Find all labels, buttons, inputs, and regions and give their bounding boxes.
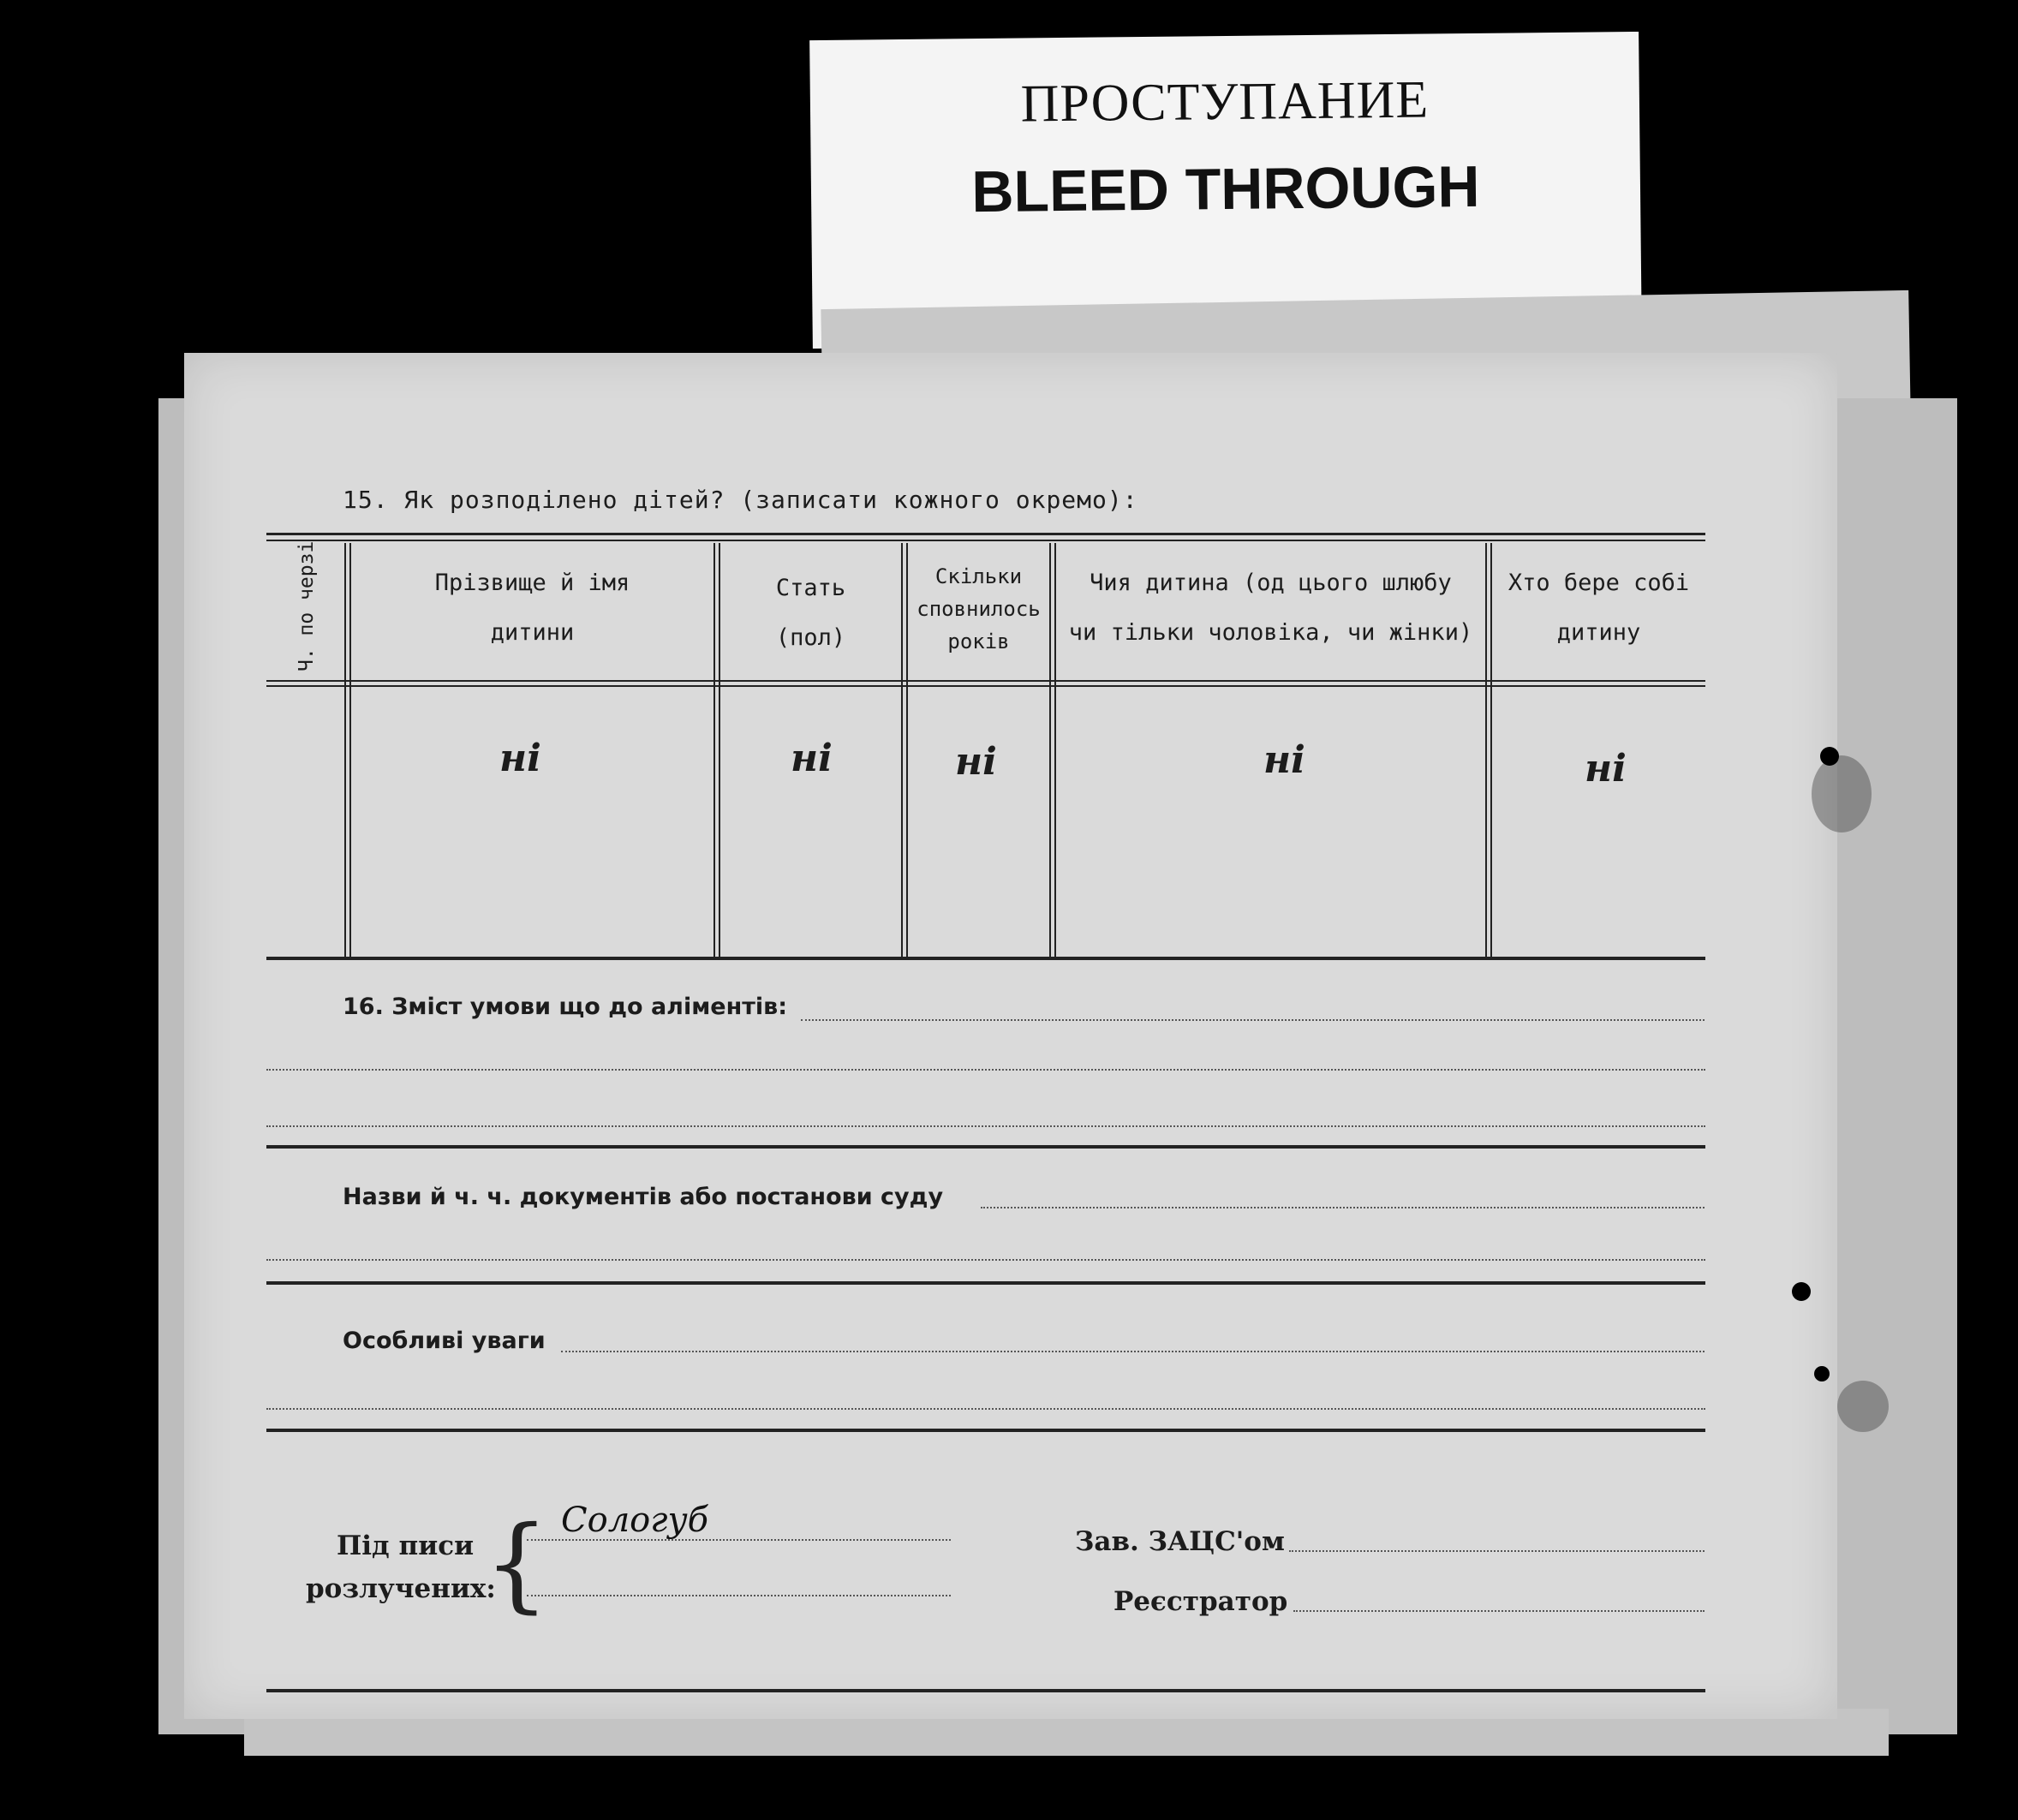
header-whose-line1: Чия дитина (од цього шлюбу — [1090, 570, 1452, 596]
question-16-line-3 — [266, 1125, 1705, 1127]
table-top-border — [266, 533, 1705, 535]
head-zags-label: Зав. ЗАЦС'ом — [1075, 1526, 1285, 1557]
header-name-line1: Прізвище й імя — [434, 570, 630, 596]
table-bottom-border — [266, 957, 1705, 960]
header-number-in-order: Ч. по черзі — [296, 540, 318, 671]
entry-whose-child: ні — [1263, 738, 1305, 782]
col-divider-2a — [713, 543, 715, 958]
header-age-line2: сповнилось — [916, 597, 1041, 621]
label-russian: ПРОСТУПАНИЕ — [1020, 70, 1430, 134]
header-whose-child-column — [1056, 558, 1485, 658]
signature-line-2 — [527, 1595, 951, 1596]
table-top-border-inner — [266, 540, 1705, 541]
header-age-column — [908, 560, 1049, 658]
entry-name: ні — [499, 737, 541, 780]
section-16-divider — [266, 1145, 1705, 1149]
col-divider-3a — [901, 543, 903, 958]
header-sex-column — [720, 564, 901, 663]
question-15-title: 15. Як розподілено дітей? (записати кожного окремо): — [343, 486, 1138, 514]
signatures-label-line2: розлучених: — [306, 1573, 496, 1604]
special-notes-divider — [266, 1429, 1705, 1432]
col-divider-5a — [1485, 543, 1487, 958]
header-age-line1: Скільки — [934, 564, 1023, 588]
table-header-border — [266, 680, 1705, 682]
col-divider-4a — [1049, 543, 1051, 958]
special-notes-line-2 — [266, 1408, 1705, 1410]
punched-hole-3 — [1814, 1366, 1830, 1381]
documents-divider — [266, 1281, 1705, 1285]
form-sheet — [184, 353, 1837, 1719]
registrar-label: Реєстратор — [1113, 1586, 1288, 1617]
question-16-line-1 — [801, 1019, 1705, 1021]
registrar-line — [1293, 1610, 1705, 1612]
documents-title: Назви й ч. ч. документів або постанови суду — [343, 1184, 944, 1210]
ink-stain-1 — [1812, 755, 1872, 832]
header-age-line3: років — [947, 630, 1010, 653]
header-sex-line1: Стать — [775, 575, 846, 601]
signature-line-1 — [527, 1539, 951, 1541]
label-english: BLEED THROUGH — [971, 153, 1480, 225]
header-name-line2: дитини — [490, 619, 575, 646]
punched-hole-2 — [1792, 1282, 1811, 1301]
special-notes-title: Особливі уваги — [343, 1328, 546, 1354]
header-sex-line2: (пол) — [775, 624, 846, 651]
header-whose-line2: чи тільки чоловіка, чи жінки) — [1068, 619, 1473, 646]
entry-sex: ні — [791, 737, 833, 780]
entry-who-takes: ні — [1585, 747, 1627, 791]
table-header-border-inner — [266, 685, 1705, 687]
col-divider-1a — [344, 543, 346, 958]
special-notes-line-1 — [561, 1351, 1705, 1352]
documents-line-1 — [981, 1207, 1705, 1208]
entry-age: ні — [955, 740, 997, 784]
header-name-column — [351, 558, 713, 658]
documents-line-2 — [266, 1259, 1705, 1261]
head-zags-line — [1289, 1550, 1705, 1552]
punched-hole-1 — [1820, 747, 1839, 766]
ink-stain-2 — [1837, 1381, 1889, 1432]
bottom-rule — [266, 1689, 1705, 1692]
header-who-takes-column — [1492, 558, 1705, 658]
question-16-title: 16. Зміст умови що до аліментів: — [343, 994, 788, 1020]
signatures-label-line1: Під писи — [337, 1531, 475, 1561]
header-who-takes-line2: дитину — [1556, 619, 1641, 646]
header-who-takes-line1: Хто бере собі — [1508, 570, 1690, 596]
signature-handwritten: Сологуб — [561, 1501, 709, 1540]
question-16-line-2 — [266, 1069, 1705, 1071]
signatures-brace: { — [484, 1505, 550, 1624]
